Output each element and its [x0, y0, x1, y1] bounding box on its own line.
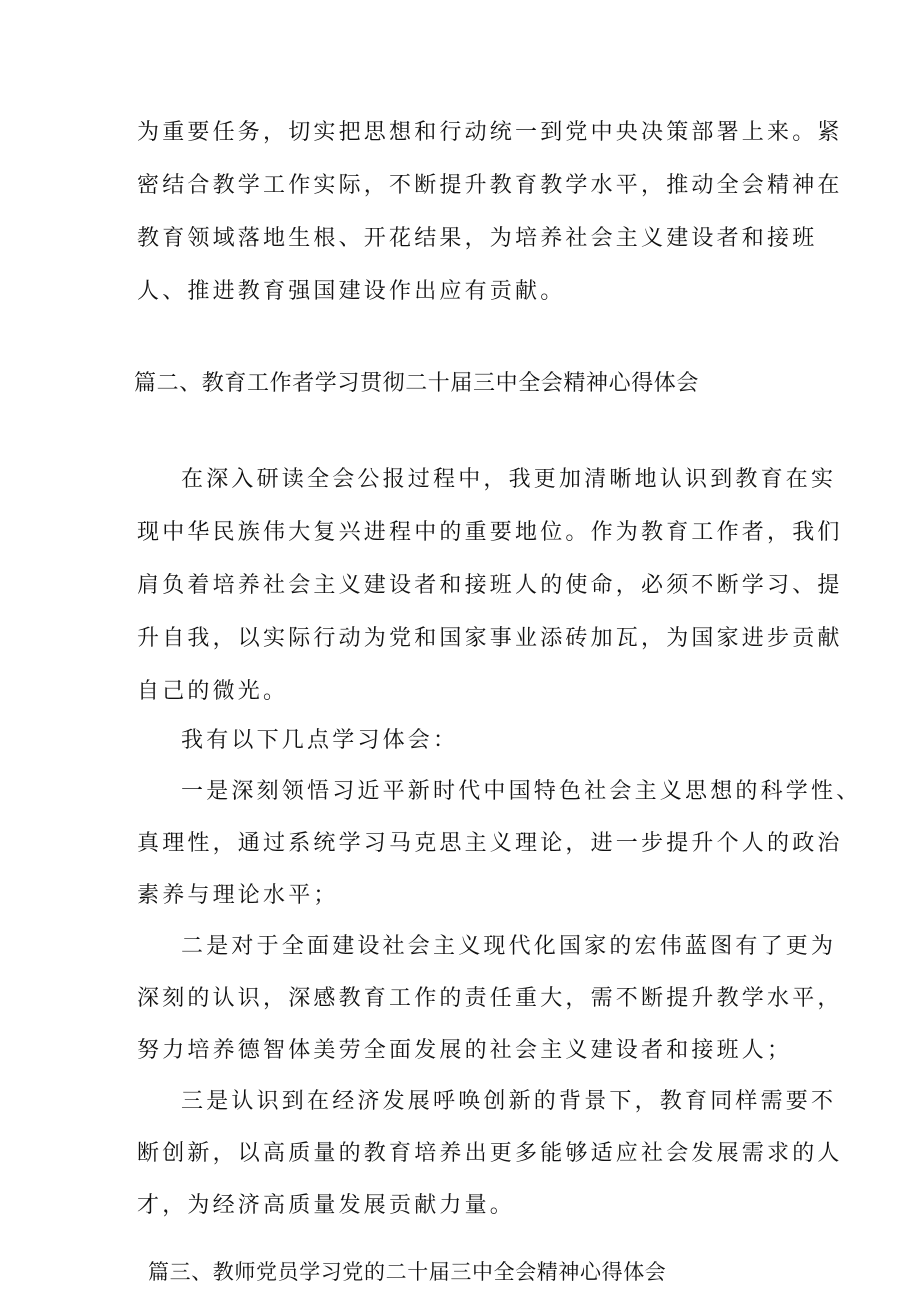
paragraph-line: 才，为经济高质量发展贡献力量。	[137, 1193, 516, 1218]
paragraph-line: 三是认识到在经济发展呼唤创新的背景下，教育同样需要不	[181, 1089, 837, 1114]
paragraph-line: 一是深刻领悟习近平新时代中国特色社会主义思想的科学性、	[181, 779, 862, 804]
paragraph-line: 断创新，以高质量的教育培养出更多能够适应社会发展需求的人	[137, 1141, 843, 1166]
paragraph-line: 二是对于全面建设社会主义现代化国家的宏伟蓝图有了更为	[181, 934, 837, 959]
intro-line: 为重要任务，切实把思想和行动统一到党中央决策部署上来。紧	[137, 120, 843, 145]
paragraph-line: 现中华民族伟大复兴进程中的重要地位。作为教育工作者，我们	[137, 520, 843, 545]
intro-line: 人、推进教育强国建设作出应有贡献。	[137, 279, 566, 304]
paragraph-line: 升自我，以实际行动为党和国家事业添砖加瓦，为国家进步贡献	[137, 626, 843, 651]
paragraph-line: 素养与理论水平；	[137, 883, 339, 908]
paragraph-line: 真理性，通过系统学习马克思主义理论，进一步提升个人的政治	[137, 831, 843, 856]
paragraph-line: 深刻的认识，深感教育工作的责任重大，需不断提升教学水平，	[137, 986, 843, 1011]
section-heading: 篇二、教育工作者学习贯彻二十届三中全会精神心得体会	[134, 371, 700, 396]
intro-line: 密结合教学工作实际，不断提升教育教学水平，推动全会精神在	[137, 173, 843, 198]
paragraph-line: 在深入研读全会公报过程中，我更加清晰地认识到教育在实	[181, 467, 837, 492]
paragraph-line: 努力培养德智体美劳全面发展的社会主义建设者和接班人；	[137, 1038, 793, 1063]
paragraph-line: 肩负着培养社会主义建设者和接班人的使命，必须不断学习、提	[137, 573, 843, 598]
intro-line: 教育领域落地生根、开花结果，为培养社会主义建设者和接班	[137, 226, 818, 251]
paragraph-line: 我有以下几点学习体会：	[181, 728, 459, 753]
paragraph-line: 自己的微光。	[137, 679, 289, 704]
section-heading: 篇三、教师党员学习党的二十届三中全会精神心得体会	[148, 1260, 667, 1284]
